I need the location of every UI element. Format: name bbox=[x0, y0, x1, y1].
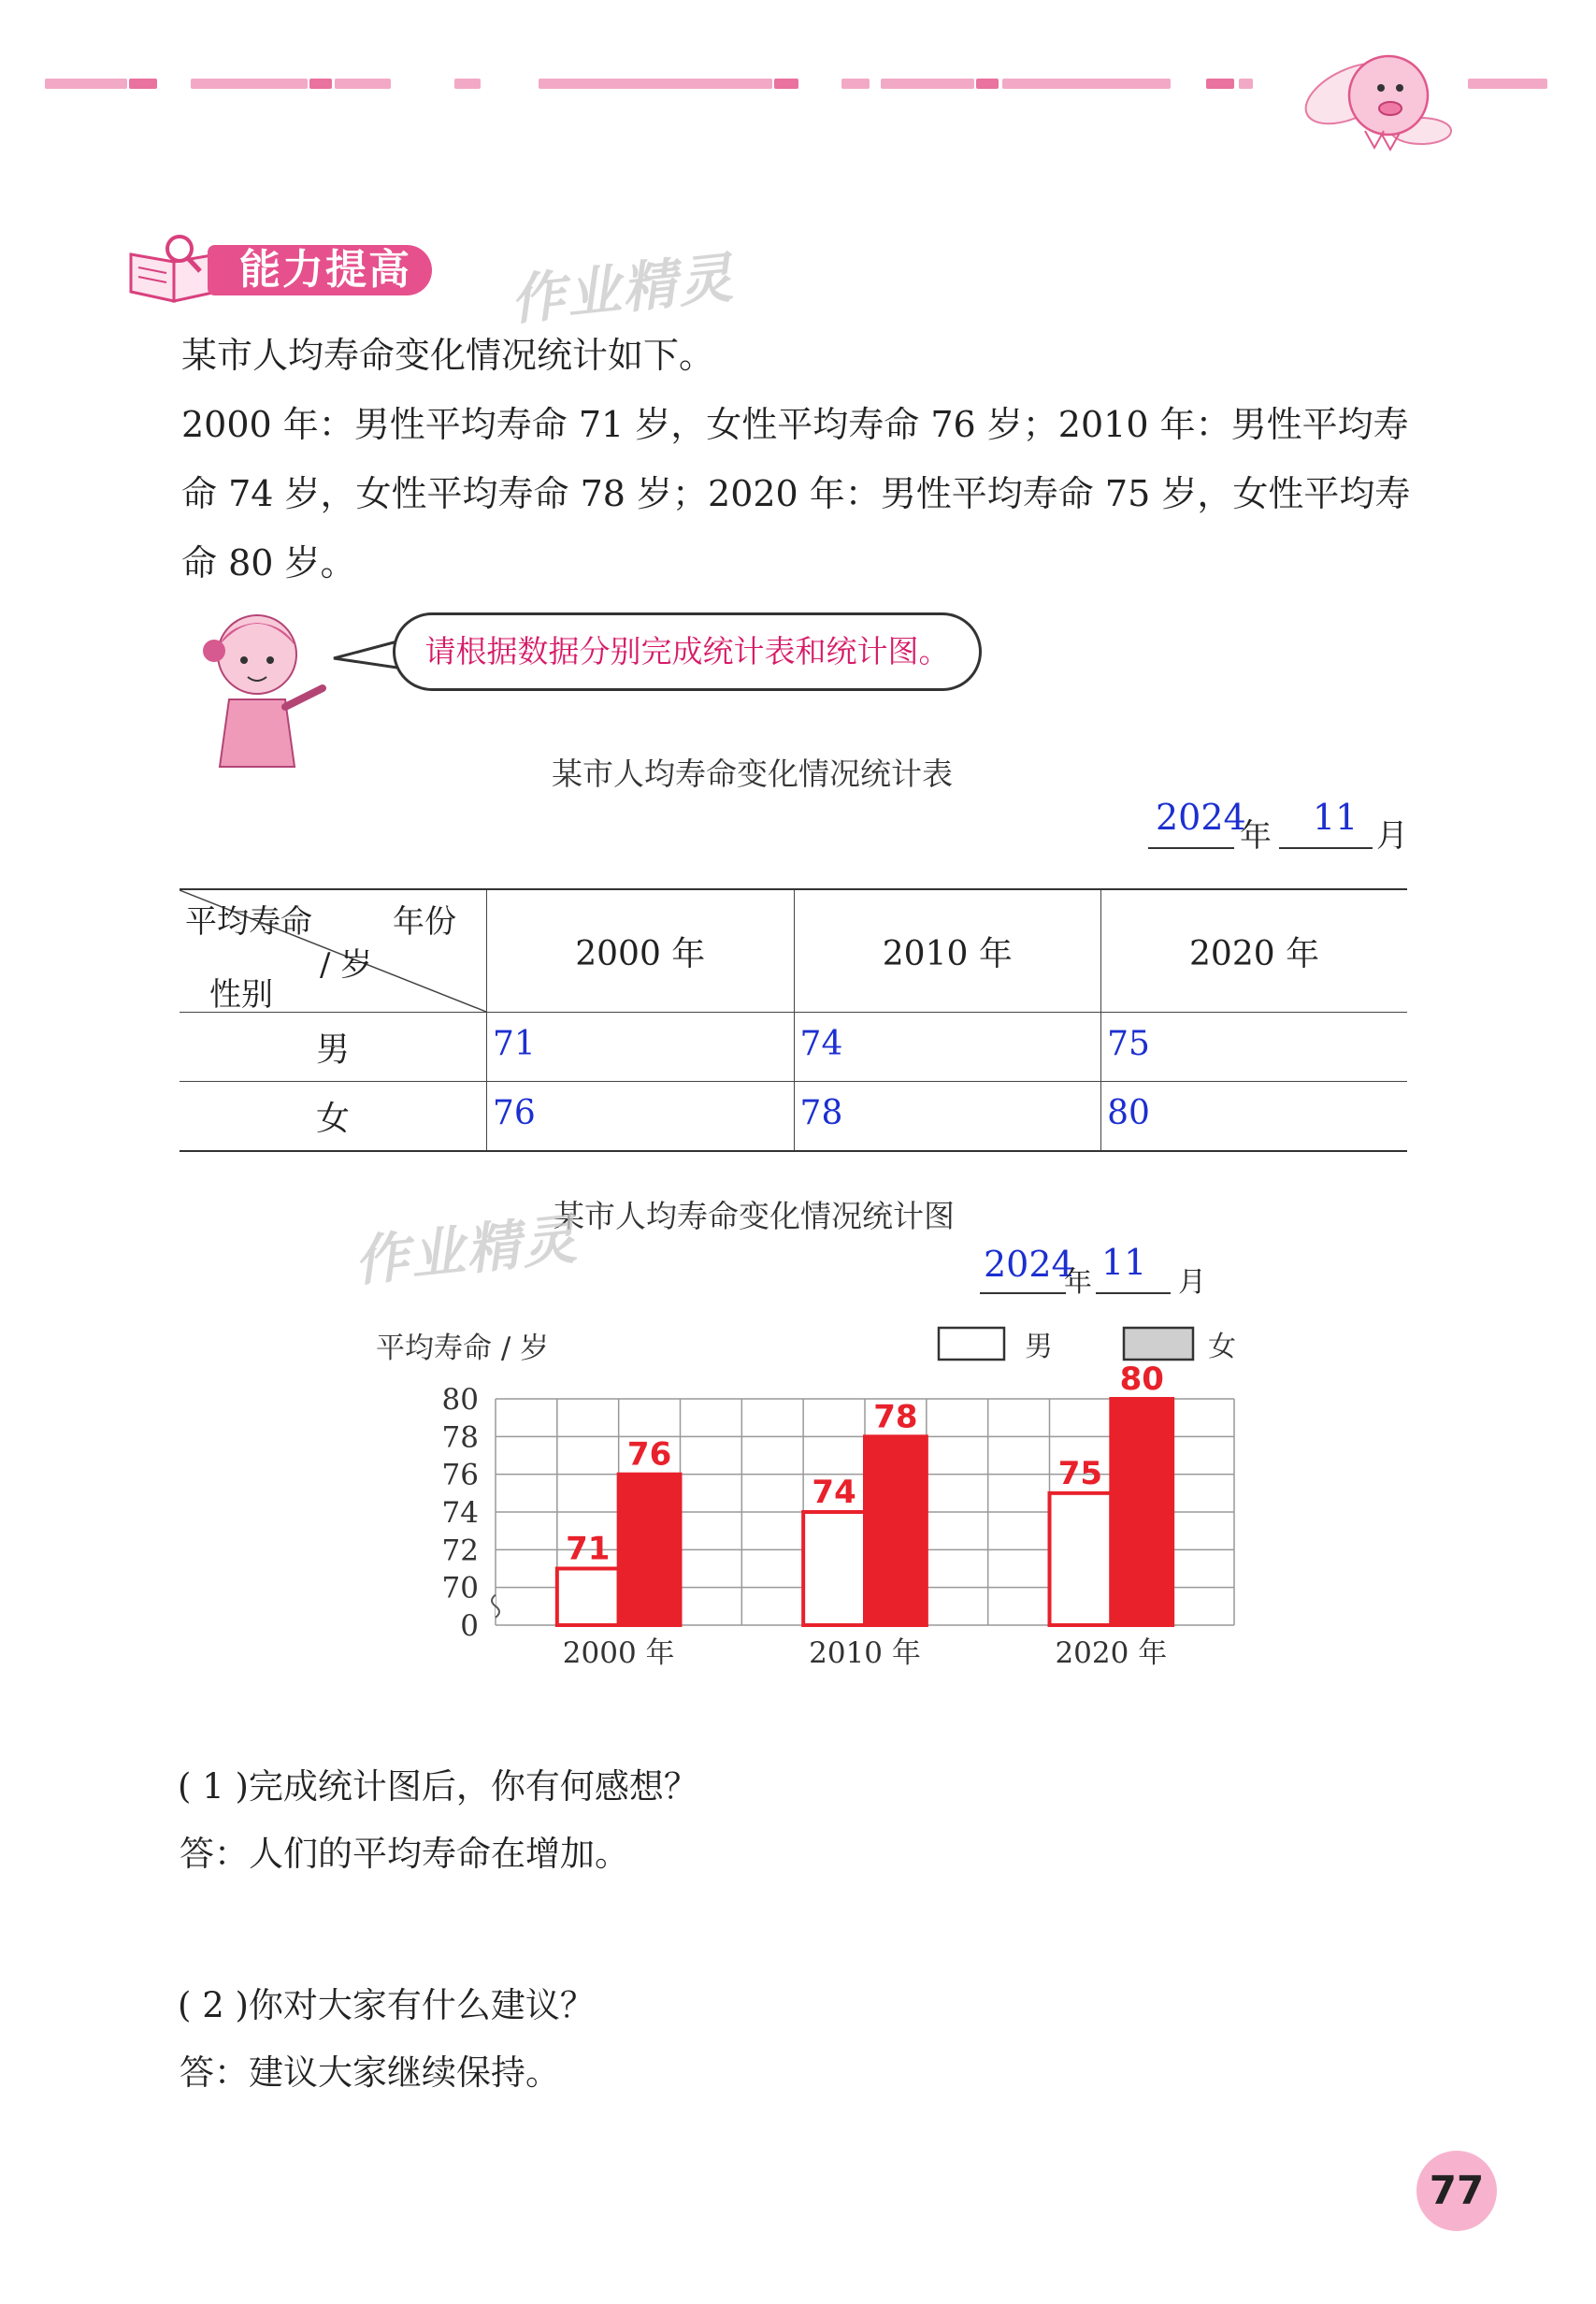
date-underline bbox=[1148, 847, 1234, 849]
bar-male bbox=[1050, 1493, 1112, 1625]
table-column-header: 2000 年 bbox=[487, 889, 795, 1013]
bar-male bbox=[557, 1569, 619, 1626]
chart-date bbox=[980, 1236, 1223, 1302]
chart-title: 某市人均寿命变化情况统计图 bbox=[554, 1198, 955, 1234]
corner-unit: / 岁 bbox=[320, 946, 373, 984]
page-number: 77 bbox=[1416, 2151, 1497, 2231]
intro-line: 某市人均寿命变化情况统计如下。 bbox=[181, 335, 715, 376]
table-cell: 78 bbox=[794, 1082, 1101, 1152]
top-decor-stripe bbox=[1468, 79, 1547, 89]
top-decor-stripe bbox=[45, 79, 127, 89]
bar-value-label: 80 bbox=[1119, 1361, 1164, 1398]
top-decor-stripe bbox=[881, 79, 974, 89]
table-date-year-label: 年 bbox=[1240, 817, 1272, 855]
table-cell: 75 bbox=[1101, 1013, 1407, 1082]
legend-male-label: 男 bbox=[1025, 1331, 1053, 1363]
y-tick-label: 0 bbox=[460, 1609, 479, 1643]
top-decor-stripe bbox=[1239, 79, 1253, 89]
girl-illustration-icon bbox=[182, 598, 332, 785]
legend-male-swatch bbox=[939, 1328, 1004, 1360]
row-label: 男 bbox=[180, 1013, 487, 1082]
bar-value-label: 78 bbox=[873, 1398, 918, 1436]
top-decor-stripe bbox=[539, 79, 772, 89]
top-decor-stripe bbox=[1206, 79, 1234, 89]
corner-bottom: 性别 bbox=[209, 976, 273, 1014]
top-decor-stripe bbox=[454, 79, 481, 89]
bar-value-label: 74 bbox=[812, 1474, 856, 1511]
table-cell: 74 bbox=[794, 1013, 1101, 1082]
top-decor-stripe bbox=[841, 79, 870, 89]
chart-date-month-label: 月 bbox=[1178, 1266, 1206, 1299]
axis-break bbox=[492, 1595, 499, 1618]
intro-line: 命 74 岁，女性平均寿命 78 岁；2020 年：男性平均寿命 75 岁，女性平均寿 bbox=[181, 473, 1411, 514]
answer-1: 答：人们的平均寿命在增加。 bbox=[180, 1834, 629, 1874]
bar-female bbox=[865, 1436, 927, 1625]
table-cell: 76 bbox=[487, 1082, 795, 1152]
table-column-header: 2010 年 bbox=[794, 889, 1101, 1013]
bar-female bbox=[619, 1475, 681, 1625]
speech-bubble: 请根据数据分别完成统计表和统计图。 bbox=[393, 612, 982, 691]
intro-line: 命 80 岁。 bbox=[181, 542, 356, 583]
watermark: 作业精灵 bbox=[351, 1206, 582, 1294]
bar-chart bbox=[355, 1309, 1272, 1739]
intro-line: 2000 年：男性平均寿命 71 岁，女性平均寿命 76 岁；2010 年：男性平均寿 bbox=[181, 404, 1409, 445]
date-underline bbox=[1096, 1292, 1171, 1294]
top-decor-stripe bbox=[191, 79, 308, 89]
stats-table bbox=[180, 888, 1407, 1152]
top-decor-stripe bbox=[976, 79, 999, 89]
top-decor-stripe bbox=[1002, 79, 1171, 89]
top-decor-stripe bbox=[309, 79, 332, 89]
bubble-tail-icon bbox=[332, 636, 399, 673]
table-date-month: 11 bbox=[1313, 797, 1359, 838]
y-tick-label: 80 bbox=[441, 1383, 479, 1417]
answer-2: 答：建议大家继续保持。 bbox=[180, 2052, 560, 2093]
chart-date-year-label: 年 bbox=[1064, 1266, 1092, 1299]
table-row bbox=[180, 1082, 1407, 1152]
x-tick-label: 2000 年 bbox=[562, 1636, 675, 1670]
table-corner-cell bbox=[180, 889, 487, 1013]
y-tick-label: 70 bbox=[441, 1571, 479, 1606]
question-2: ( 2 )你对大家有什么建议？ bbox=[178, 1985, 595, 2025]
question-1: ( 1 )完成统计图后，你有何感想？ bbox=[178, 1766, 698, 1807]
bar-male bbox=[803, 1512, 865, 1625]
section-title: 能力提高 bbox=[208, 245, 432, 295]
top-decor-stripe bbox=[774, 79, 798, 89]
x-tick-label: 2010 年 bbox=[809, 1636, 921, 1670]
top-decor-stripe bbox=[129, 79, 157, 89]
y-tick-label: 76 bbox=[441, 1458, 479, 1492]
chart-date-month: 11 bbox=[1101, 1242, 1147, 1283]
corner-top-left: 平均寿命 bbox=[185, 903, 312, 941]
y-tick-label: 74 bbox=[441, 1496, 479, 1530]
legend-female-label: 女 bbox=[1208, 1331, 1236, 1363]
y-axis-label: 平均寿命 / 岁 bbox=[376, 1332, 550, 1365]
legend-female-swatch bbox=[1124, 1328, 1193, 1360]
watermark: 作业精灵 bbox=[507, 245, 738, 333]
chart-date-year: 2024 bbox=[984, 1244, 1074, 1285]
table-row bbox=[180, 1013, 1407, 1082]
bar-female bbox=[1111, 1399, 1172, 1625]
row-label: 女 bbox=[180, 1082, 487, 1152]
table-cell: 71 bbox=[487, 1013, 795, 1082]
top-decor-stripe bbox=[335, 79, 391, 89]
bar-value-label: 75 bbox=[1057, 1454, 1103, 1492]
table-date bbox=[1148, 797, 1410, 853]
date-underline bbox=[1279, 847, 1373, 849]
table-column-header: 2020 年 bbox=[1101, 889, 1407, 1013]
date-underline bbox=[980, 1292, 1066, 1294]
bird-mascot-icon bbox=[1295, 28, 1454, 159]
table-cell: 80 bbox=[1101, 1082, 1407, 1152]
table-title: 某市人均寿命变化情况统计表 bbox=[552, 756, 953, 792]
table-date-year: 2024 bbox=[1156, 797, 1246, 838]
bar-value-label: 76 bbox=[626, 1435, 672, 1474]
bar-value-label: 71 bbox=[566, 1530, 611, 1568]
y-tick-label: 72 bbox=[441, 1534, 479, 1568]
section-header bbox=[125, 234, 462, 305]
x-tick-label: 2020 年 bbox=[1055, 1636, 1168, 1670]
table-date-month-label: 月 bbox=[1376, 817, 1408, 855]
corner-top-right: 年份 bbox=[393, 903, 456, 941]
y-tick-label: 78 bbox=[441, 1420, 479, 1455]
